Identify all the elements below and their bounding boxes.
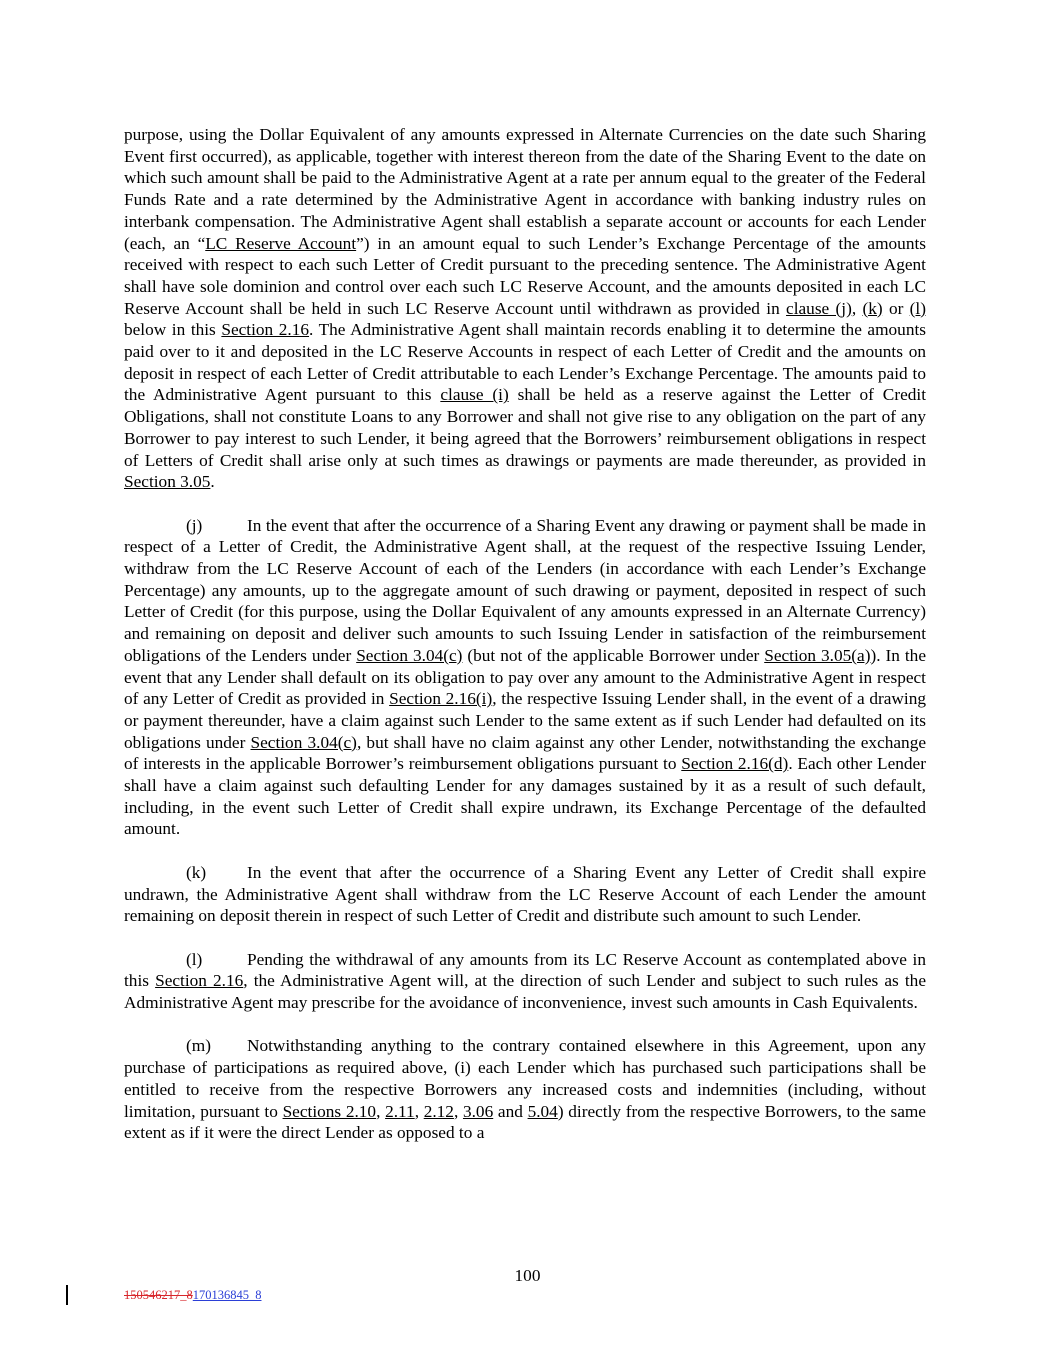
cross-reference: Section 2.16	[155, 971, 244, 991]
page-number: 100	[514, 1266, 541, 1285]
text-run: Pending the withdrawal of any amounts from its LC Reserve Account as contemplated above in this	[124, 949, 926, 991]
text-run: , the Administrative Agent will, at the direction of such Lender and subject to such rules as the Administrative Agent may prescribe for the avoidance of inconvenience, invest such amounts in Cash Equivalents.	[124, 971, 926, 1013]
text-run: . Each other Lender shall have a claim against such defaulting Lender for any damages sustained by it as a result of such default, including, in the event such Letter of Credit shall expire undrawn, its Exchange Percentage of the defaulted amount.	[124, 754, 926, 839]
paragraph-clause	[124, 1035, 926, 1144]
text-run: ,	[414, 1101, 424, 1121]
cross-reference: 3.06	[462, 1101, 494, 1121]
document-id-inserted: 170136845_8	[192, 1288, 262, 1302]
text-run: ) directly from the respective Borrowers, to the same extent as if it were the direct Lender as opposed to a	[124, 1101, 926, 1143]
cross-reference: Section 3.05(a)	[764, 645, 871, 665]
document-id-deleted: 150546217_8	[124, 1288, 193, 1302]
text-run: below in this	[124, 320, 222, 340]
text-run: , but shall have no claim against any other Lender, notwithstanding the exchange of interests in the applicable Borrower’s reimbursement obligations pursuant to	[124, 732, 927, 774]
document-body	[124, 124, 926, 1166]
paragraph-clause	[124, 949, 926, 1014]
cross-reference: 5.04	[527, 1101, 558, 1121]
paragraph-clause	[124, 515, 926, 841]
text-run: In the event that after the occurrence of a Sharing Event any drawing or payment shall be made in respect of a Letter of Credit, the Administrative Agent shall, at the request of the respective Issuing Lender, withdraw from the LC Reserve Account of each of the Lenders (in accordance with each Lender’s Exchange Percentage) any amounts, up to the aggregate amount of such drawing or payment, deposited in respect of such Letter of Credit (for this purpose, using the Dollar Equivalent of any amounts expressed in an Alternate Currency) and remaining on deposit and deliver such amounts to such Issuing Lender in satisfaction of the reimbursement obligations of the Lenders under	[124, 515, 926, 665]
text-run: (but not of the applicable Borrower under	[462, 645, 765, 665]
text-run: .	[210, 472, 215, 492]
text-run: and	[493, 1101, 528, 1121]
document-id	[124, 1288, 262, 1303]
cross-reference: Section 3.04(c)	[250, 732, 357, 752]
cross-reference: clause (j)	[786, 298, 852, 318]
text-run: Notwithstanding anything to the contrary contained elsewhere in this Agreement, upon any purchase of participations as required above, (i) each Lender which has purchased such participations shall be entitled to receive from the respective Borrowers any increased costs and indemnities (including, without limitation, pursuant to	[124, 1036, 926, 1121]
cross-reference: 2.11	[385, 1101, 415, 1121]
text-run: ,	[376, 1101, 386, 1121]
text-run: In the event that after the occurrence of a Sharing Event any Letter of Credit shall expire undrawn, the Administrative Agent shall withdraw from the LC Reserve Account of each Lender the amount remaining on deposit therein in respect of such Letter of Credit and distribute such amount to such Lender.	[124, 862, 926, 926]
cross-reference: (k)	[862, 298, 883, 318]
text-run: ,	[453, 1101, 463, 1121]
paragraph-continuation	[124, 124, 926, 493]
text-run: ,	[851, 298, 863, 318]
cross-reference: Section 3.04(c)	[356, 645, 463, 665]
clause-number: (j)	[186, 515, 203, 535]
clause-number: (l)	[186, 949, 203, 969]
text-run: . The Administrative Agent shall maintain records enabling it to determine the amounts paid over to it and deposited in the LC Reserve Accounts in respect of each Letter of Credit and the amounts on deposit in respect of each Letter of Credit attributable to each Lender’s Exchange Percentage. The amounts paid to the Administrative Agent pursuant to this	[124, 320, 926, 405]
text-run: ). In the event that any Lender shall default on its obligation to pay over any amount to the Administrative Agent in respect of any Letter of Credit as provided in	[124, 645, 926, 709]
cross-reference: (l)	[909, 298, 926, 318]
text-run: shall be held as a reserve against the Letter of Credit Obligations, shall not constitute Loans to any Borrower and shall not give rise to any obligation on the part of any Borrower to pay interest to such Lender, it being agreed that the Borrowers’ reimbursement obligations in respect of Letters of Credit shall arise only at such times as drawings or payments are made thereunder, as provided in	[124, 385, 926, 470]
cross-reference: Section 2.16(i)	[389, 689, 493, 709]
cross-reference: 2.12	[423, 1101, 454, 1121]
text-run: purpose, using the Dollar Equivalent of any amounts expressed in Alternate Currencies on the date such Sharing Event first occurred), as applicable, together with interest thereon from the date of the Sharing Event to the date on which such amount shall be paid to the Administrative Agent at a rate per annum equal to the greater of the Federal Funds Rate and a rate determined by the Administrative Agent in accordance with banking industry rules on interbank compensation. The Administrative Agent shall establish a separate account or accounts for each Lender (each, an “	[124, 125, 926, 253]
clause-number: (m)	[186, 1036, 211, 1056]
revision-change-bar	[66, 1285, 68, 1305]
clause-number: (k)	[186, 862, 207, 882]
paragraph-clause	[124, 862, 926, 927]
cross-reference: Section 3.05	[124, 472, 211, 492]
cross-reference: Section 2.16	[221, 320, 310, 340]
cross-reference: clause (i)	[440, 385, 509, 405]
cross-reference: Sections 2.10	[282, 1101, 377, 1121]
text-run: or	[882, 298, 910, 318]
cross-reference: Section 2.16(d)	[681, 754, 789, 774]
cross-reference: LC Reserve Account	[205, 233, 357, 253]
text-run: , the respective Issuing Lender shall, in the event of a drawing or payment thereunder, have a claim against such Lender to the same extent as if such Lender had defaulted on its obligations under	[124, 689, 926, 752]
text-run: ”) in an amount equal to such Lender’s Exchange Percentage of the amounts received with respect to each such Letter of Credit pursuant to the preceding sentence. The Administrative Agent shall have sole dominion and control over each such LC Reserve Account, and the amounts deposited in each LC Reserve Account shall be held in such LC Reserve Account until withdrawn as provided in	[124, 233, 926, 318]
